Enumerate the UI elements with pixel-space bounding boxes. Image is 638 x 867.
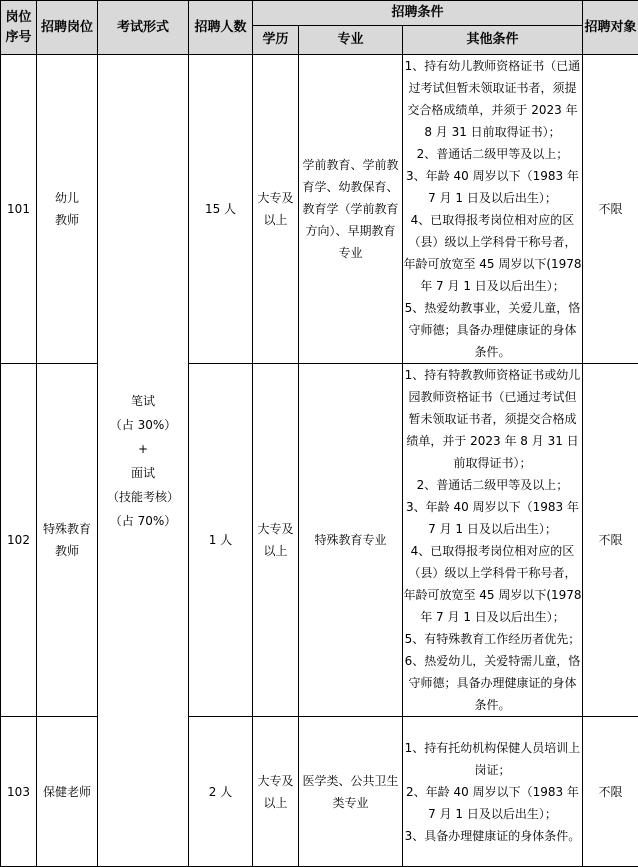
condition-item: 3、年龄 40 周岁以下（1983 年 7 月 1 日及以后出生）；	[403, 165, 582, 209]
condition-item: 3、年龄 40 周岁以下（1983 年 7 月 1 日及以后出生）；	[403, 496, 582, 540]
cell-target: 不限	[583, 717, 638, 867]
table-row	[1, 717, 638, 867]
header-count: 招聘人数	[189, 1, 253, 55]
table-row	[1, 364, 638, 717]
exam-line: （技能考核）	[98, 485, 188, 509]
condition-item: 2、普通话二级甲等及以上；	[403, 143, 582, 165]
header-position: 招聘岗位	[37, 1, 98, 55]
condition-item: 5、有特殊教育工作经历者优先；	[403, 628, 582, 650]
condition-item: 1、持有特教教师资格证书或幼儿园教师资格证书（已通过考试但暂未领取证书者，须提交合格成绩单，并于 2023 年 8 月 31 日前取得证书）；	[403, 364, 582, 474]
cell-other-conditions	[403, 717, 583, 867]
major-line: 医学类、公共卫生	[299, 770, 402, 792]
education-line: 以上	[253, 540, 298, 562]
exam-line: （占 30%）	[98, 413, 188, 437]
cell-seq: 101	[1, 55, 37, 364]
condition-item: 2、普通话二级甲等及以上；	[403, 474, 582, 496]
cell-count: 2 人	[189, 717, 253, 867]
cell-target: 不限	[583, 55, 638, 364]
condition-item: 4、已取得报考岗位相对应的区（县）级以上学科骨干称号者，年龄可放宽至 45 周岁以下(1978 年 7 月 1 日及以后出生）；	[403, 209, 582, 297]
cell-position	[37, 55, 98, 364]
position-line: 保健老师	[37, 781, 97, 803]
major-line: 特殊教育专业	[299, 529, 402, 551]
cell-education	[253, 717, 299, 867]
header-conditions-group: 招聘条件	[253, 1, 583, 26]
cell-major	[299, 55, 403, 364]
cell-education	[253, 364, 299, 717]
education-line: 以上	[253, 209, 298, 231]
condition-item: 6、热爱幼儿，关爱特需儿童，恪守师德；具备办理健康证的身体条件。	[403, 650, 582, 716]
cell-position	[37, 364, 98, 717]
condition-item: 2、年龄 40 周岁以下（1983 年 7 月 1 日及以后出生）；	[403, 781, 582, 825]
cell-exam-format	[98, 55, 189, 867]
cell-major	[299, 717, 403, 867]
header-seq-line2: 序号	[1, 28, 36, 48]
header-education: 学历	[253, 26, 299, 55]
cell-other-conditions	[403, 364, 583, 717]
header-seq-line1: 岗位	[1, 8, 36, 28]
condition-item: 4、已取得报考岗位相对应的区（县）级以上学科骨干称号者，年龄可放宽至 45 周岁以下(1978 年 7 月 1 日及以后出生）；	[403, 540, 582, 628]
education-line: 大专及	[253, 770, 298, 792]
cell-count: 1 人	[189, 364, 253, 717]
cell-seq: 102	[1, 364, 37, 717]
major-line: 育学、幼教保育、	[299, 176, 402, 198]
header-seq	[1, 1, 37, 55]
exam-line: （占 70%）	[98, 509, 188, 533]
major-line: 专业	[299, 242, 402, 264]
header-target: 招聘对象	[583, 1, 638, 55]
position-line: 教师	[37, 540, 97, 562]
major-line: 方向）、早期教育	[299, 220, 402, 242]
education-line: 以上	[253, 792, 298, 814]
exam-line: 笔试	[98, 389, 188, 413]
condition-item: 1、持有托幼机构保健人员培训上岗证；	[403, 737, 582, 781]
exam-line: 面试	[98, 461, 188, 485]
condition-item: 1、持有幼儿教师资格证书（已通过考试但暂未领取证书者，须提交合格成绩单，并须于 2023 年 8 月 31 日前取得证书）；	[403, 55, 582, 143]
cell-other-conditions	[403, 55, 583, 364]
cell-count: 15 人	[189, 55, 253, 364]
cell-seq: 103	[1, 717, 37, 867]
header-major: 专业	[299, 26, 403, 55]
header-exam: 考试形式	[98, 1, 189, 55]
education-line: 大专及	[253, 518, 298, 540]
table-row	[1, 55, 638, 364]
major-line: 学前教育、学前教	[299, 154, 402, 176]
education-line: 大专及	[253, 187, 298, 209]
exam-line: +	[98, 437, 188, 461]
position-line: 特殊教育	[37, 518, 97, 540]
condition-item: 5、热爱幼教事业，关爱儿童，恪守师德；具备办理健康证的身体条件。	[403, 297, 582, 363]
cell-target: 不限	[583, 364, 638, 717]
position-line: 教师	[37, 209, 97, 231]
condition-item: 3、具备办理健康证的身体条件。	[403, 825, 582, 847]
cell-position	[37, 717, 98, 867]
header-other: 其他条件	[403, 26, 583, 55]
major-line: 类专业	[299, 792, 402, 814]
major-line: 教育学（学前教育	[299, 198, 402, 220]
position-line: 幼儿	[37, 187, 97, 209]
cell-major	[299, 364, 403, 717]
cell-education	[253, 55, 299, 364]
